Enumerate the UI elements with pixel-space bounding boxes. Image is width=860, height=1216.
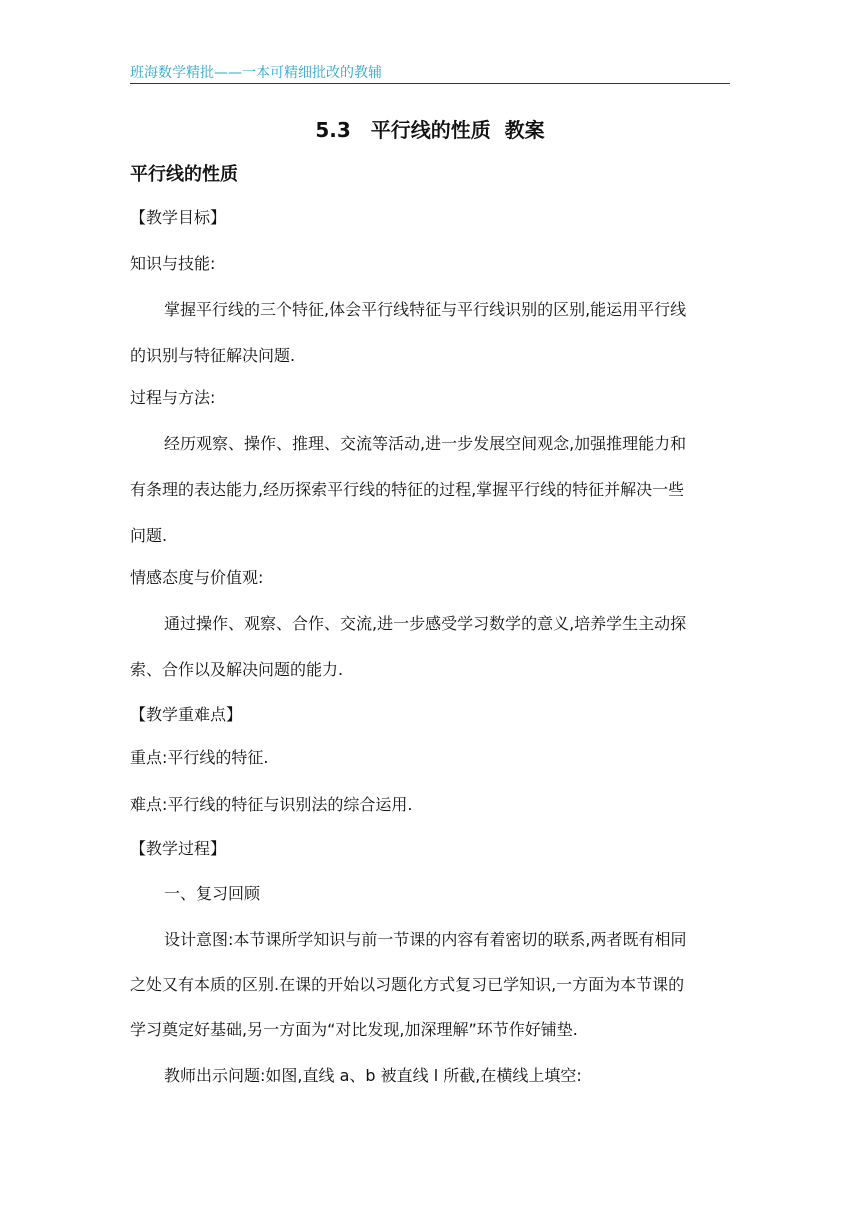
body-line: 掌握平行线的三个特征,体会平行线特征与平行线识别的区别,能运用平行线 bbox=[164, 300, 687, 319]
document-title: 5.3 平行线的性质 教案 bbox=[315, 118, 545, 142]
body-line: 有条理的表达能力,经历探索平行线的特征的过程,掌握平行线的特征并解决一些 bbox=[130, 480, 685, 499]
body-line: 通过操作、观察、合作、交流,进一步感受学习数学的意义,培养学生主动探 bbox=[164, 614, 687, 633]
running-header: 班海数学精批——一本可精细批改的教辅 bbox=[130, 65, 382, 81]
body-line: 知识与技能: bbox=[130, 254, 216, 273]
body-line: 设计意图:本节课所学知识与前一节课的内容有着密切的联系,两者既有相同 bbox=[164, 930, 687, 949]
body-line: 【教学重难点】 bbox=[130, 705, 243, 724]
body-line: 一、复习回顾 bbox=[164, 884, 261, 903]
header-divider bbox=[130, 83, 730, 84]
body-line: 的识别与特征解决问题. bbox=[130, 346, 296, 365]
body-line: 问题. bbox=[130, 526, 168, 545]
body-line: 学习奠定好基础,另一方面为“对比发现,加深理解”环节作好铺垫. bbox=[130, 1020, 578, 1039]
body-line: 【教学过程】 bbox=[130, 839, 227, 858]
body-line: 过程与方法: bbox=[130, 388, 216, 407]
body-line: 难点:平行线的特征与识别法的综合运用. bbox=[130, 795, 413, 814]
body-line: 情感态度与价值观: bbox=[130, 568, 264, 587]
body-line: 重点:平行线的特征. bbox=[130, 748, 269, 767]
body-line: 之处又有本质的区别.在课的开始以习题化方式复习已学知识,一方面为本节课的 bbox=[130, 975, 685, 994]
body-line: 教师出示问题:如图,直线 a、b 被直线 l 所截,在横线上填空: bbox=[164, 1066, 582, 1085]
body-line: 经历观察、操作、推理、交流等活动,进一步发展空间观念,加强推理能力和 bbox=[164, 434, 687, 453]
body-line: 【教学目标】 bbox=[130, 208, 227, 227]
body-line: 索、合作以及解决问题的能力. bbox=[130, 660, 344, 679]
section-title: 平行线的性质 bbox=[130, 164, 238, 185]
